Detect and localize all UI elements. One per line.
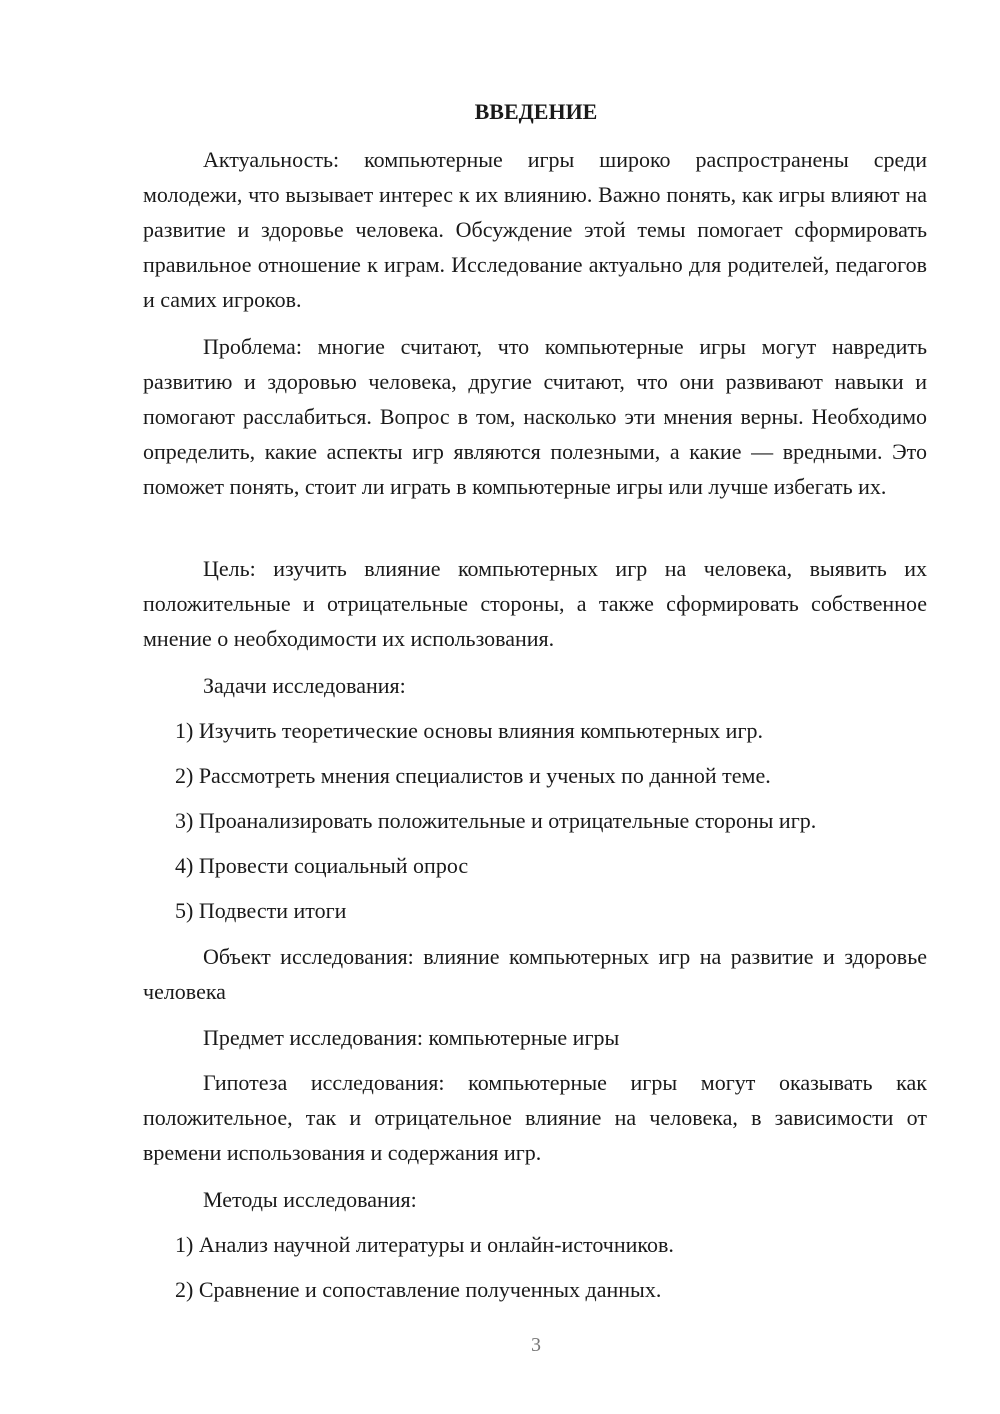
task-item: 3) Проанализировать положительные и отрицательные стороны игр. [175, 808, 817, 833]
tasks-heading: Задачи исследования: [203, 673, 406, 698]
task-item: 5) Подвести итоги [175, 898, 347, 923]
paragraph-goal: Цель: изучить влияние компьютерных игр на человека, выявить их положительные и отрицательные стороны, а также сформировать собственное мнение о необходимости их использования. [143, 556, 927, 651]
page-number: 3 [531, 1334, 541, 1356]
paragraph-hypothesis: Гипотеза исследования: компьютерные игры могут оказывать как положительное, так и отрицательное влияние на человека, в зависимости от времени использования и содержания игр. [143, 1070, 927, 1165]
paragraph-relevance: Актуальность: компьютерные игры широко распространены среди молодежи, что вызывает интерес к их влиянию. Важно понять, как игры влияют на развитие и здоровье человека. Обсуждение этой темы помогает сформировать правильное отношение к играм. Исследование актуально для родителей, педагогов и самих игроков. [143, 147, 927, 312]
task-item: 4) Провести социальный опрос [175, 853, 469, 878]
task-item: 2) Рассмотреть мнения специалистов и ученых по данной теме. [175, 763, 771, 788]
task-item: 1) Изучить теоретические основы влияния компьютерных игр. [175, 718, 763, 743]
section-title: ВВЕДЕНИЕ [474, 99, 598, 124]
method-item: 2) Сравнение и сопоставление полученных данных. [175, 1277, 662, 1302]
paragraph-object: Объект исследования: влияние компьютерных игр на развитие и здоровье человека [143, 944, 927, 1004]
method-item: 1) Анализ научной литературы и онлайн-источников. [175, 1232, 674, 1257]
paragraph-problem: Проблема: многие считают, что компьютерные игры могут навредить развитию и здоровью человека, другие считают, что они развивают навыки и помогают расслабиться. Вопрос в том, насколько эти мнения верны. Необходимо определить, какие аспекты игр являются полезными, а какие — вредными. Это поможет понять, стоит ли играть в компьютерные игры или лучше избегать их. [143, 334, 927, 499]
methods-heading: Методы исследования: [203, 1187, 417, 1212]
paragraph-subject: Предмет исследования: компьютерные игры [203, 1025, 620, 1050]
